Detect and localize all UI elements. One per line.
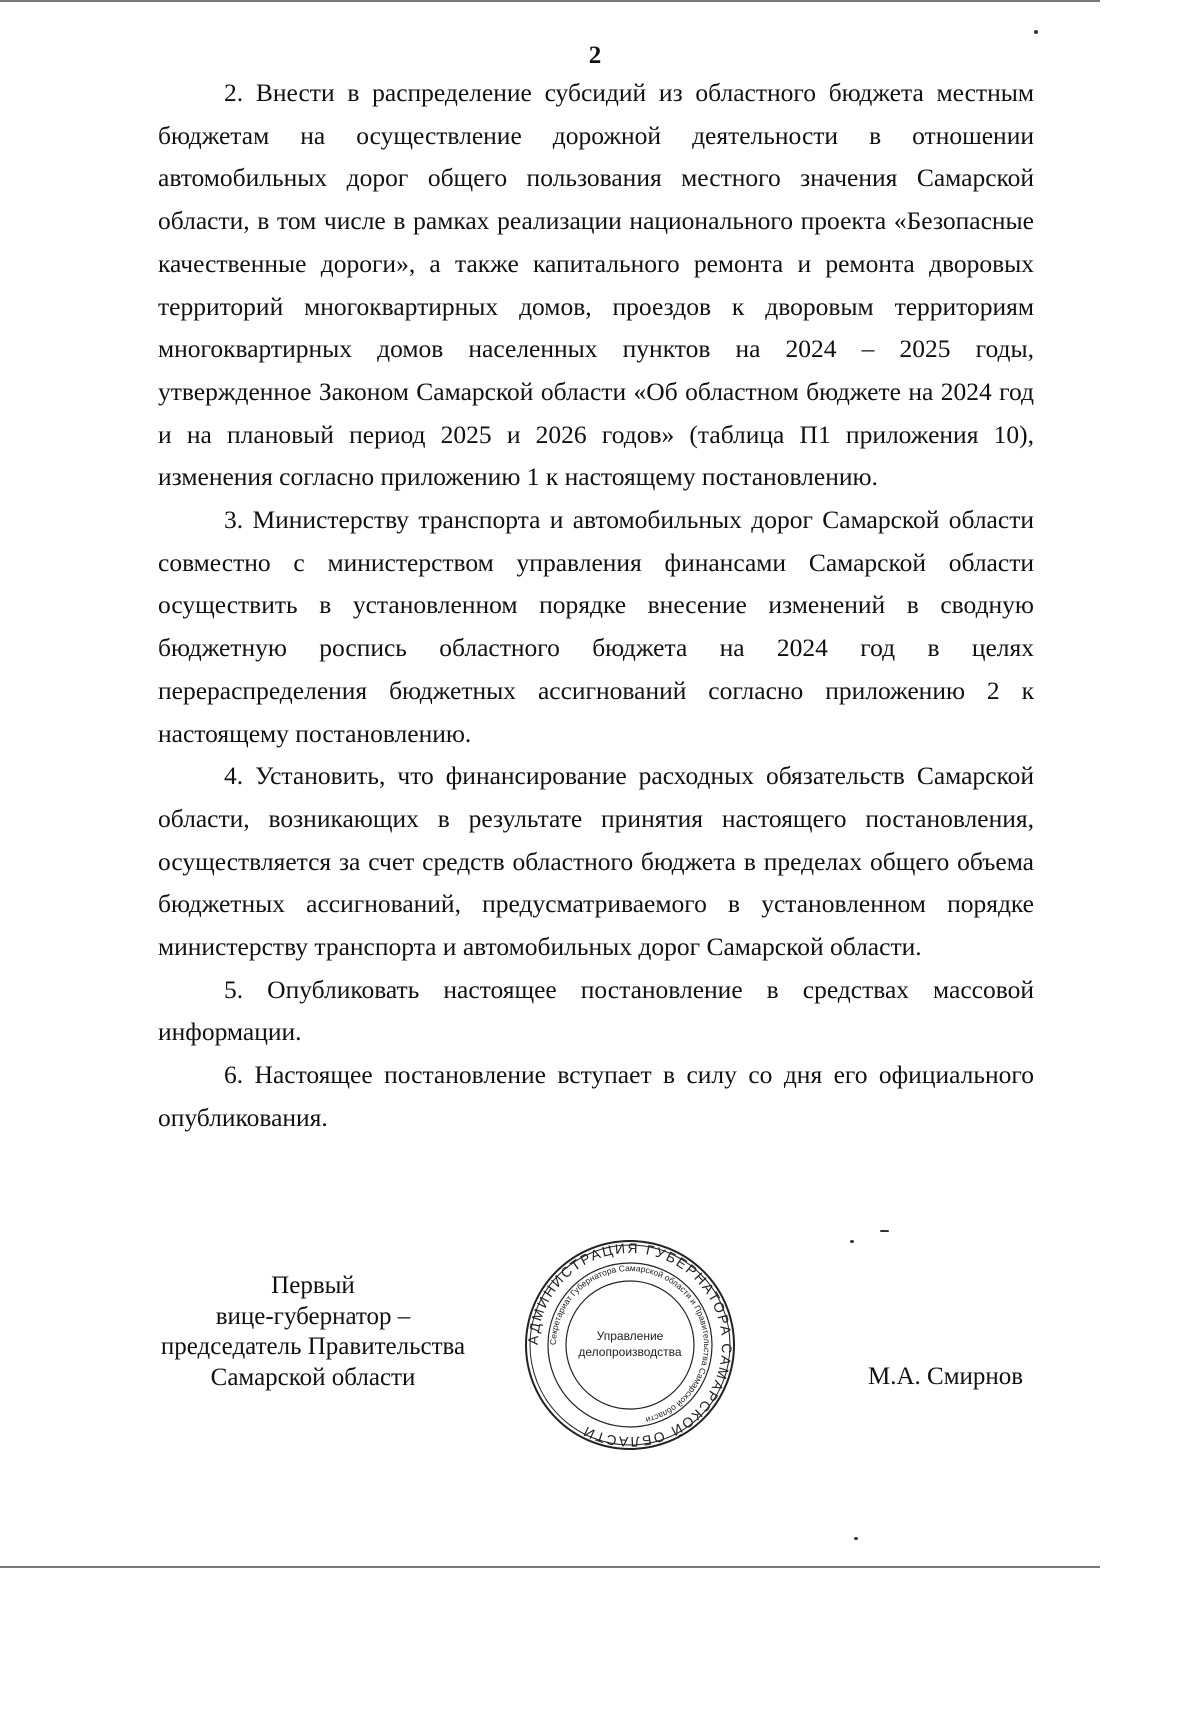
stamp-center-line: Управление [596, 1329, 664, 1343]
paragraph-4: 4. Установить, что финансирование расходных обязательств Самарской области, возникающих в результате принятия настоящего постановления, осуществляется за счет средств областного бюджета в пределах общего объема бюджетных ассигнований, предусматриваемого в установленном порядке министерству транспорта и автомобильных дорог Самарской области. [158, 761, 1034, 962]
page-bottom-edge [0, 1566, 1100, 1568]
signer-position [148, 1271, 478, 1393]
stamp-outer-text: АДМИНИСТРАЦИЯ ГУБЕРНАТОРА САМАРСКОЙ ОБЛАСТИ [524, 1240, 736, 1450]
signer-position-line: вице-губернатор – [215, 1302, 411, 1330]
scan-speck [850, 1240, 854, 1243]
signer-name: М.А. Смирнов [868, 1363, 1024, 1390]
page-top-edge [0, 0, 1100, 2]
scan-speck [854, 1537, 858, 1540]
paragraph-5: 5. Опубликовать настоящее постановление в средствах массовой информации. [158, 974, 1034, 1047]
scan-speck [880, 1230, 889, 1232]
signer-position-line: председатель Правительства [160, 1333, 466, 1360]
signer-position-line: Первый [271, 1272, 355, 1299]
stamp-middle-text: Секретариат Губернатора Самарской области и Правительства Самарской области [547, 1262, 713, 1426]
document-body [158, 72, 1034, 1140]
official-stamp [520, 1240, 740, 1450]
scan-speck [1034, 30, 1038, 34]
paragraph-6: 6. Настоящее постановление вступает в силу со дня его официального опубликования. [158, 1060, 1034, 1132]
stamp-center-line: делопроизводства [578, 1345, 682, 1359]
paragraph-2: 2. Внести в распределение субсидий из областного бюджета местным бюджетам на осуществление дорожной деятельности в отношении автомобильных дорог общего пользования местного значения Самарской области, в том числе в рамках реализации национального проекта «Безопасные качественные дороги», а также капитального ремонта и ремонта дворовых территорий многоквартирных домов, проездов к дворовым территориям многоквартирных домов населенных пунктов на 2024 – 2025 годы, утвержденное Законом Самарской области «Об областном бюджете на 2024 год и на плановый период 2025 и 2026 годов» (таблица П1 приложения 10), изменения согласно приложению 1 к настоящему постановлению. [158, 78, 1034, 492]
paragraph-3: 3. Министерству транспорта и автомобильных дорог Самарской области совместно с министерством управления финансами Самарской области осуществить в установленном порядке внесение изменений в сводную бюджетную роспись областного бюджета на 2024 год в целях перераспределения бюджетных ассигнований согласно приложению 2 к настоящему постановлению. [158, 505, 1034, 748]
page-number: 2 [588, 42, 602, 69]
signer-position-line: Самарской области [210, 1363, 416, 1391]
